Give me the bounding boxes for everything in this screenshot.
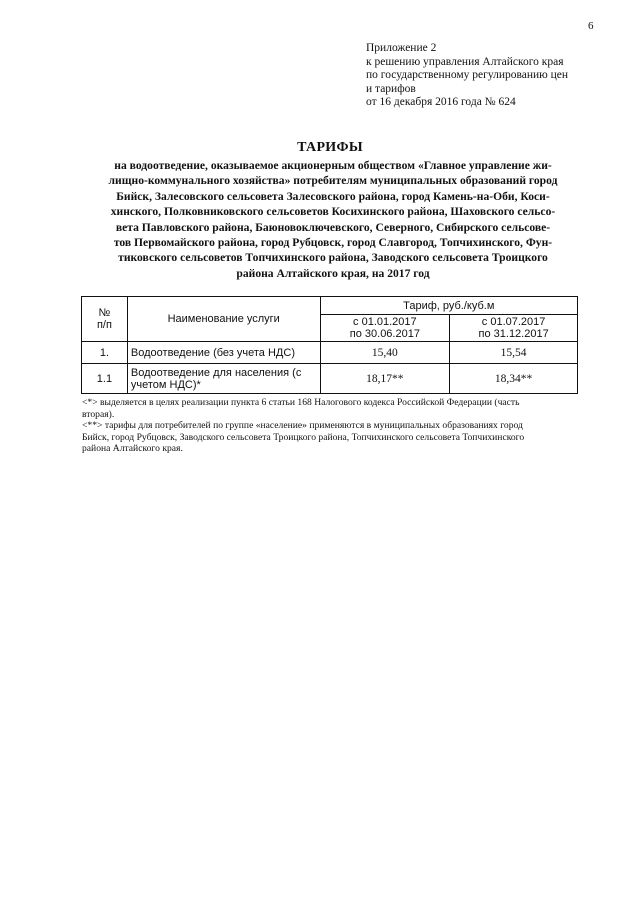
footnotes	[82, 397, 582, 455]
subtitle-line: Бийск, Залесовского сельсовета Залесовского района, город Камень-на-Оби, Коси-	[116, 189, 550, 203]
row-tariff-period-2: 15,54	[450, 342, 578, 364]
row-number: 1.1	[82, 364, 128, 394]
header-service: Наименование услуги	[127, 297, 320, 342]
appendix-block	[366, 42, 616, 110]
subtitle-line: района Алтайского края, на 2017 год	[236, 266, 430, 280]
tariff-table	[81, 296, 578, 394]
header-tariff: Тариф, руб./куб.м	[320, 297, 578, 315]
subtitle-line: тов Первомайского района, город Рубцовск, город Славгород, Топчихинского, Фун-	[113, 236, 553, 250]
row-tariff-period-1: 18,17**	[320, 364, 450, 394]
subtitle-line: лищно-коммунального хозяйства» потребителям муниципальных образований город	[108, 174, 558, 188]
document-subtitle	[92, 158, 574, 281]
footnote-1: <*> выделяется в целях реализации пункта 6 статьи 168 Налогового кодекса Российской Федерации (часть вторая).	[82, 397, 520, 420]
appendix-line: от 16 декабря 2016 года № 624	[366, 96, 516, 108]
row-tariff-period-1: 15,40	[320, 342, 450, 364]
row-tariff-period-2: 18,34**	[450, 364, 578, 394]
appendix-line: по государственному регулированию цен	[366, 69, 569, 81]
appendix-line: к решению управления Алтайского края	[366, 55, 564, 68]
subtitle-line: на водоотведение, оказываемое акционерным обществом «Главное управление жи-	[114, 159, 552, 172]
page-number: 6	[588, 20, 594, 32]
table-row	[82, 342, 578, 364]
subtitle-line: вета Павловского района, Баюновоключевского, Северного, Сибирского сельсове-	[115, 220, 551, 234]
document-title: ТАРИФЫ	[297, 140, 363, 155]
subtitle-line: хинского, Полковниковского сельсоветов Косихинского района, Шаховского сельсо-	[110, 205, 556, 219]
row-service: Водоотведение (без учета НДС)	[127, 342, 320, 364]
row-number: 1.	[82, 342, 128, 364]
appendix-line: и тарифов	[366, 82, 416, 95]
header-number: № п/п	[82, 297, 128, 342]
footnote-2: <**> тарифы для потребителей по группе «население» применяются в муниципальных образованиях город Бийск, город Рубцовск, Заводского сельсовета Троицкого района, Топчихинского сельсовета Топчихинского района Алтайского края.	[82, 420, 525, 455]
row-service: Водоотведение для населения (с учетом НДС)*	[127, 364, 320, 394]
header-period-1: с 01.01.2017 по 30.06.2017	[320, 315, 450, 342]
subtitle-line: тиковского сельсоветов Топчихинского района, Заводского сельсовета Троицкого	[118, 251, 548, 265]
table-row	[82, 364, 578, 394]
appendix-line: Приложение 2	[366, 42, 437, 54]
header-period-2: с 01.07.2017 по 31.12.2017	[450, 315, 578, 342]
